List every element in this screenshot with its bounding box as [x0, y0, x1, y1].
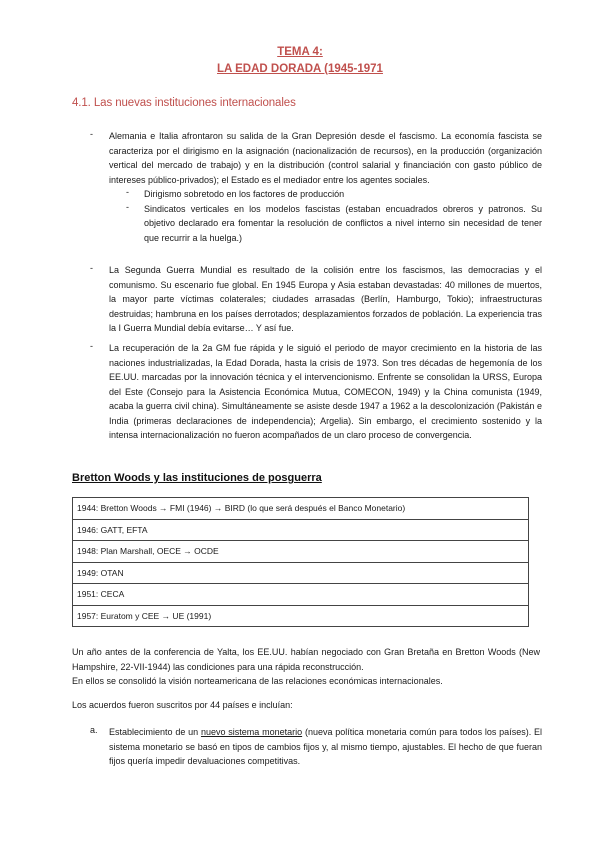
- subsection-heading: Bretton Woods y las instituciones de posguerra: [72, 472, 322, 484]
- table-row: [73, 498, 529, 520]
- table-row: [73, 584, 529, 606]
- list-item: [90, 129, 542, 245]
- topic-subtitle: LA EDAD DORADA (1945-1971: [217, 63, 383, 75]
- bullet-marker: -: [90, 129, 93, 139]
- table-cell: 1957: Euratom y CEE → UE (1991): [73, 605, 529, 627]
- sub-list-item: [126, 187, 542, 202]
- bullet-marker: -: [90, 341, 93, 351]
- sub-bullet-text: Dirigismo sobretodo en los factores de producción: [144, 189, 345, 199]
- paragraph-vision: En ellos se consolidó la visión norteamericana de las relaciones económicas internacionales.: [72, 676, 443, 686]
- bullet-text: La recuperación de la 2a GM fue rápida y le siguió el periodo de mayor crecimiento en la historia de las naciones industrializadas, la Edad Dorada, hasta la crisis de 1973. Son tres décadas de hegemonía de los EE.UU. marcadas por la innovación técnica y el intervencionismo. Enfrente se consolidan la URSS, Europa del Este (Consejo para la Asistencia Económica Mutua, COMECON, 1949) y la China comunista (1949, acaba la guerra civil china). Simultáneamente se asiste desde 1947 a 1962 a la descolonización (Pakistán e India (primeras declaraciones de independencia); Argelia). Sin embargo, el crecimiento sostenido y la intensa internacionalización no fueron acompañados de un claro proceso de convergencia.: [109, 343, 542, 440]
- bullet-text: Alemania e Italia afrontaron su salida de la Gran Depresión desde el fascismo. La economía fascista se caracteriza por el dirigismo en la asignación (nacionalización de recursos), en la producción (organización vertical del mercado de trabajo) y en la distribución (control salarial y financiación con gasto público de intereses público-privados); el Estado es el mediador entre los agentes sociales.: [109, 131, 542, 185]
- timeline-table: [72, 497, 529, 627]
- list-item: [90, 263, 542, 336]
- sub-bullet-marker: -: [126, 201, 129, 212]
- table-cell: 1948: Plan Marshall, OECE → OCDE: [73, 541, 529, 563]
- agreement-rest: (nueva política monetaria común para todos los países). El sistema monetario se basó en tipos de cambios fijos y, al mismo tiempo, ajustables. El hecho de que fueran fijos quería impedir devaluaciones competitivas.: [109, 727, 542, 766]
- item-letter: a.: [90, 725, 98, 735]
- table-cell: 1951: CECA: [73, 584, 529, 606]
- table-row: [73, 519, 529, 541]
- bullet-marker: -: [90, 263, 93, 273]
- table-cell: 1944: Bretton Woods → FMI (1946) → BIRD (lo que será después el Banco Monetario): [73, 498, 529, 520]
- sub-bullet-marker: -: [126, 187, 129, 197]
- agreement-underlined: nuevo sistema monetario: [200, 727, 303, 737]
- agreement-item: [90, 725, 542, 769]
- bullet-text: La Segunda Guerra Mundial es resultado de la colisión entre los fascismos, las democracias y el comunismo. Su escenario fue global. En 1945 Europa y Asia estaban devastadas: 40 millones de muertos, la mayor parte víctimas colaterales; ciudades arrasadas (Berlín, Hamburgo, Tokio); infraestructuras destruidas; hambruna en los países derrotados; desplazamientos forzados de población. La experiencia tras la I Guerra Mundial debía evitarse… Y así fue.: [109, 265, 542, 333]
- list-item: [90, 341, 542, 443]
- table-row: [73, 541, 529, 563]
- paragraph-agreements: Los acuerdos fueron suscritos por 44 países e incluían:: [72, 700, 293, 710]
- topic-title: TEMA 4:: [277, 46, 323, 58]
- paragraph-yalta: Un año antes de la conferencia de Yalta, los EE.UU. habían negociado con Gran Bretaña en Bretton Woods (New Hampshire, 22-VII-1944) las condiciones para una rápida reconstrucción.: [72, 647, 540, 672]
- table-cell: 1946: GATT, EFTA: [73, 519, 529, 541]
- sub-list-item: [126, 201, 542, 246]
- section-heading: 4.1. Las nuevas instituciones internacionales: [72, 97, 296, 109]
- table-row: [73, 605, 529, 627]
- table-cell: 1949: OTAN: [73, 562, 529, 584]
- agreement-prefix: Establecimiento de un: [109, 727, 201, 737]
- sub-bullet-text: Sindicatos verticales en los modelos fascistas (estaban encuadrados obreros y patronos. Su objetivo declarado era fomentar la resolución de conflictos a nivel interno sin necesidad de tener que recurrir a la huelga.): [144, 203, 542, 243]
- agreement-text: [109, 725, 542, 769]
- table-row: [73, 562, 529, 584]
